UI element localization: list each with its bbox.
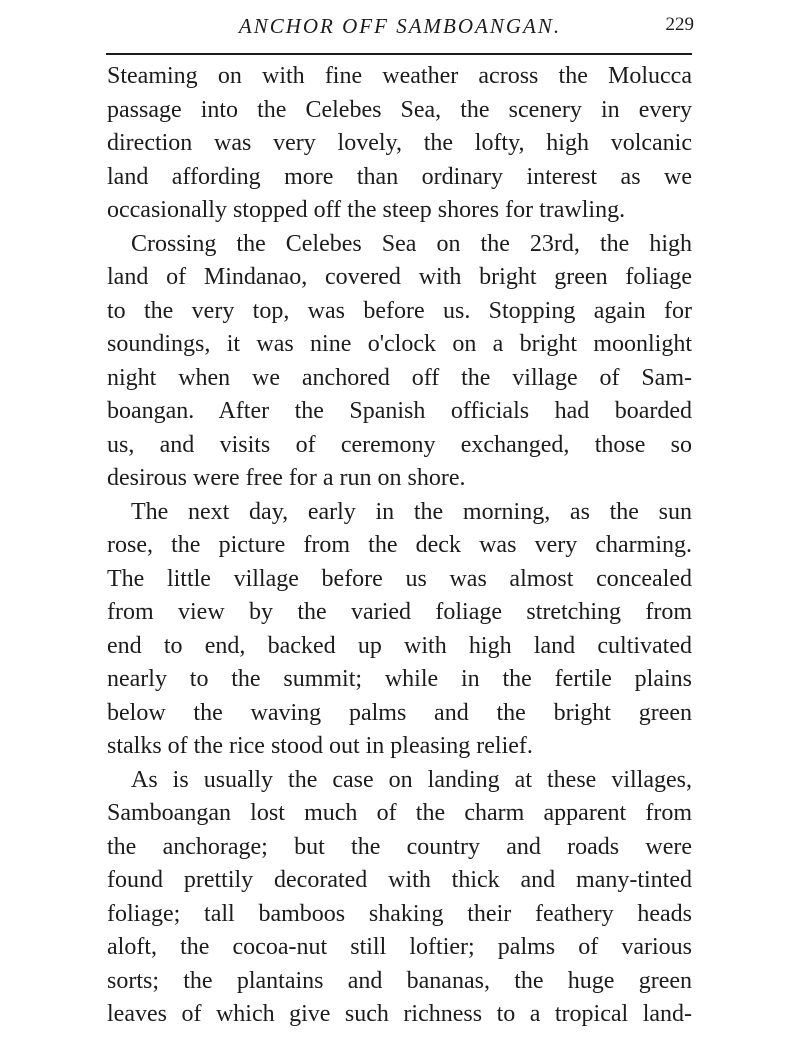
text-line: The little village before us was almost concealed [107,565,692,592]
text-line: Steaming on with fine weather across the Molucca [107,63,692,89]
text-line: land of Mindanao, covered with bright green foliage [107,264,692,290]
text-line: to the very top, was before us. Stopping again for [107,297,692,324]
text-line: night when we anchored off the village of Sam- [107,364,692,391]
text-line: aloft, the cocoa-nut still loftier; palms of various [107,934,692,960]
text-line: rose, the picture from the deck was very charming. [107,532,692,558]
text-line: Samboangan lost much of the charm apparent from [107,800,692,826]
text-line: end to end, backed up with high land cultivated [107,632,692,659]
text-line: the anchorage; but the country and roads were [107,833,692,860]
text-line: passage into the Celebes Sea, the scenery in every [107,96,692,123]
text-line: The next day, early in the morning, as the sun [131,498,692,525]
running-title: ANCHOR OFF SAMBOANGAN. [238,14,562,38]
text-line: us, and visits of ceremony exchanged, those so [107,431,692,458]
text-line: desirous were free for a run on shore. [107,465,466,491]
paragraph [107,496,692,764]
paragraph [107,764,692,1032]
text-line: nearly to the summit; while in the fertile plains [107,666,692,692]
text-line: direction was very lovely, the lofty, high volcanic [107,130,692,156]
text-line: from view by the varied foliage stretching from [107,599,692,625]
text-line: sorts; the plantains and bananas, the huge green [107,967,692,994]
text-line: leaves of which give such richness to a tropical land- [107,1001,692,1027]
text-line: stalks of the rice stood out in pleasing relief. [107,733,533,759]
header-rule [106,53,692,55]
text-line: occasionally stopped off the steep shores for trawling. [107,197,626,223]
paragraph [107,60,692,228]
text-line: foliage; tall bamboos shaking their feathery heads [107,900,692,927]
text-line: Crossing the Celebes Sea on the 23rd, the high [131,230,692,257]
text-line: As is usually the case on landing at these villages, [131,766,692,793]
body-text [107,60,692,1032]
page-number: 229 [665,14,694,35]
text-line: land affording more than ordinary interest as we [107,163,692,190]
paragraph [107,228,692,496]
text-line: found prettily decorated with thick and many-tinted [107,867,692,893]
text-line: soundings, it was nine o'clock on a bright moonlight [107,331,692,357]
text-line: below the waving palms and the bright green [107,699,692,726]
text-line: boangan. After the Spanish officials had boarded [107,398,692,424]
